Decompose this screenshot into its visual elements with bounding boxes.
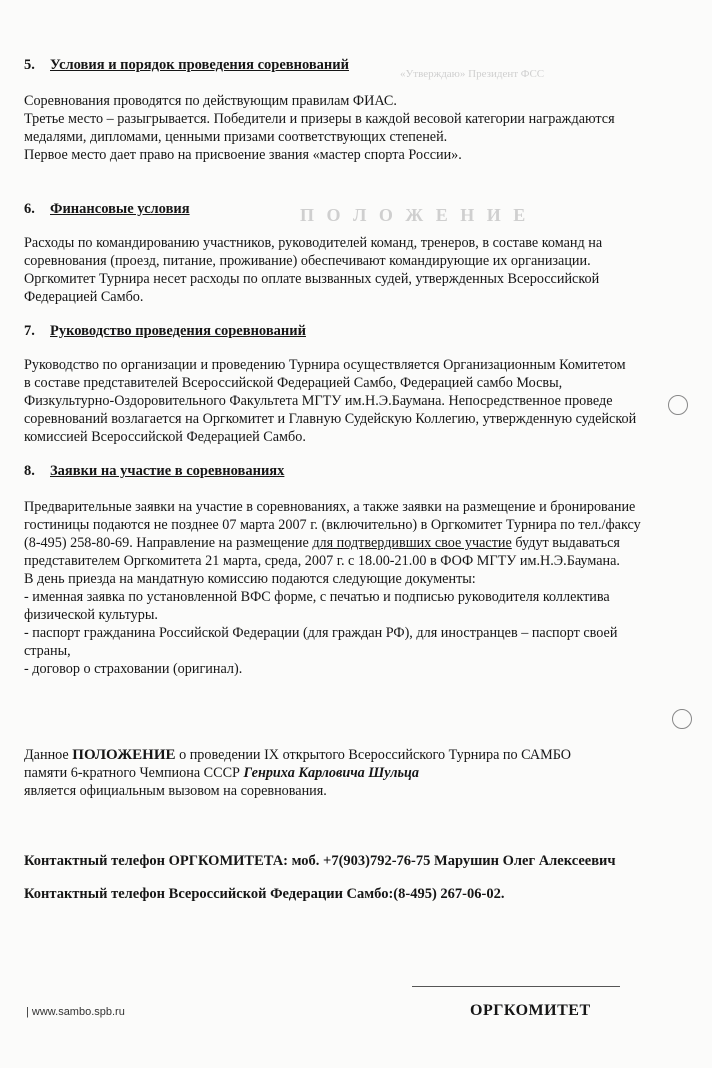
section-heading <box>24 56 615 74</box>
section-body <box>24 92 615 164</box>
text-line <box>24 764 571 782</box>
text-line: комиссией Всероссийской Федерацией Самбо. <box>24 429 306 445</box>
text-line: медалями, дипломами, ценными призами соответствующих степеней. <box>24 129 448 145</box>
underlined-text: для подтвердивших свое участие <box>312 535 512 551</box>
contact-line: Контактный телефон Всероссийской Федерации Самбо:(8-495) 267-06-02. <box>24 886 505 902</box>
section-title: Руководство проведения соревнований <box>50 323 306 339</box>
text-line: представителем Оргкомитета 21 марта, среда, 2007 г. с 18.00-21.00 в ФОФ МГТУ им.Н.Э.Баумана. <box>24 553 620 569</box>
text-line: соревнований возлагается на Оргкомитет и Главную Судейскую Коллегию, утвержденную судейской <box>24 411 637 427</box>
section-heading <box>24 462 641 480</box>
text-run: о проведении IX открытого Всероссийского Турнира по САМБО <box>175 747 572 763</box>
section-heading <box>24 322 636 340</box>
text-line: - договор о страховании (оригинал). <box>24 661 243 677</box>
text-line: физической культуры. <box>24 607 158 623</box>
section-5 <box>24 56 615 164</box>
signature-line <box>412 986 620 987</box>
text-line: гостиницы подаются не позднее 07 марта 2007 г. (включительно) в Оргкомитет Турнира по тел./факсу <box>24 517 641 533</box>
section-8 <box>24 462 641 678</box>
text-line: страны, <box>24 643 71 659</box>
section-6 <box>24 200 602 306</box>
bleed-through-text: П О Л О Ж Е Н И Е <box>300 205 530 225</box>
text-line: Третье место – разыгрывается. Победители и призеры в каждой весовой категории награждаются <box>24 111 615 127</box>
text-line <box>24 534 641 552</box>
section-title: Заявки на участие в соревнованиях <box>50 463 285 479</box>
bold-italic-text: Генриха Карловича Шульца <box>243 765 419 781</box>
text-line: Федерацией Самбо. <box>24 289 144 305</box>
text-line: - паспорт гражданина Российской Федерации (для граждан РФ), для иностранцев – паспорт своей <box>24 625 618 641</box>
text-line: - именная заявка по установленной ВФС форме, с печатью и подписью руководителя коллектива <box>24 589 610 605</box>
text-line: Руководство по организации и проведению Турнира осуществляется Организационным Комитетом <box>24 357 626 373</box>
text-line: Физкультурно-Оздоровительного Факультета МГТУ им.Н.Э.Баумана. Непосредственное проведе <box>24 393 613 409</box>
official-invitation <box>24 746 571 800</box>
section-body <box>24 356 636 446</box>
text-run: (8-495) 258-80-69. Направление на размещение <box>24 535 313 551</box>
section-body <box>24 234 602 306</box>
text-line: в составе представителей Всероссийской Федерацией Самбо, Федерацией самбо Мосвы, <box>24 375 563 391</box>
bleed-through-text: «Утверждаю» Президент ФСС <box>400 68 545 80</box>
bold-text: ПОЛОЖЕНИЕ <box>72 747 176 763</box>
contact-line: Контактный телефон ОРГКОМИТЕТА: моб. +7(903)792-76-75 Марушин Олег Алексеевич <box>24 853 616 869</box>
section-number: 8. <box>24 463 35 479</box>
text-run: памяти 6-кратного Чемпиона СССР <box>24 765 244 781</box>
section-title: Финансовые условия <box>50 201 190 217</box>
contact-info <box>24 853 616 903</box>
text-run: Данное <box>24 747 73 763</box>
text-line: является официальным вызовом на соревнования. <box>24 783 327 799</box>
text-line: Соревнования проводятся по действующим правилам ФИАС. <box>24 93 397 109</box>
punch-hole-mark <box>672 709 692 729</box>
section-7 <box>24 322 636 446</box>
text-line: Расходы по командированию участников, руководителей команд, тренеров, в составе команд на <box>24 235 603 251</box>
text-run: будут выдаваться <box>511 535 620 551</box>
text-line <box>24 746 571 764</box>
section-number: 5. <box>24 57 35 73</box>
section-number: 6. <box>24 201 35 217</box>
text-line: Первое место дает право на присвоение звания «мастер спорта России». <box>24 147 462 163</box>
signature-organization: ОРГКОМИТЕТ <box>470 1002 591 1019</box>
text-line: Оргкомитет Турнира несет расходы по оплате вызванных судей, утвержденных Всероссийской <box>24 271 600 287</box>
section-title: Условия и порядок проведения соревнований <box>50 57 349 73</box>
footer-url: | www.sambo.spb.ru <box>26 1006 125 1018</box>
text-line: соревнования (проезд, питание, проживание) обеспечивают командирующие их организации. <box>24 253 591 269</box>
section-heading <box>24 200 602 218</box>
section-number: 7. <box>24 323 35 339</box>
punch-hole-mark <box>668 395 688 415</box>
text-line: Предварительные заявки на участие в соревнованиях, а также заявки на размещение и бронирование <box>24 499 636 515</box>
text-line: В день приезда на мандатную комиссию подаются следующие документы: <box>24 571 476 587</box>
section-body <box>24 498 641 678</box>
